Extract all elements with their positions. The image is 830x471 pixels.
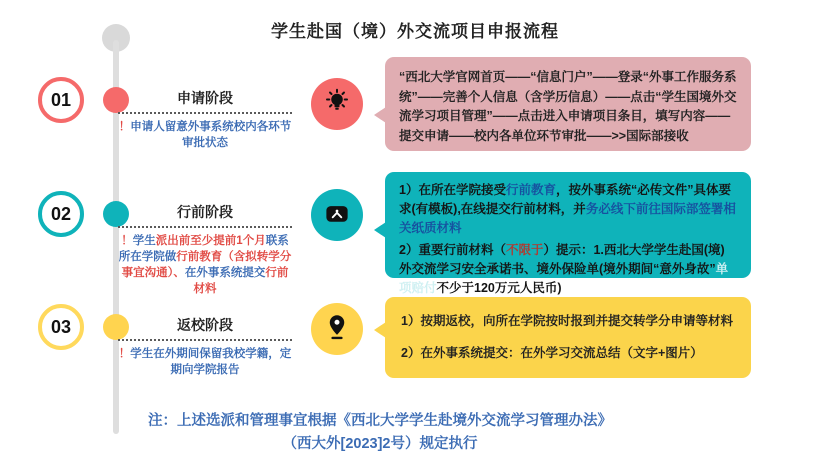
stage3-note-mark: ！: [118, 348, 131, 360]
stage1-number-badge: [38, 77, 84, 123]
stage2-note-seg: 联系所在学院做: [118, 235, 289, 263]
stage1-note-mark: ！: [118, 121, 131, 133]
stage2-note-seg: 在外事系统提交: [184, 267, 266, 279]
stage1-block: [118, 88, 292, 151]
stage2-number-badge: [38, 191, 84, 237]
stage2-bubble-seg: 务必线下前往国际部签署相关纸质材料: [399, 202, 736, 235]
stage3-block: [118, 315, 292, 378]
stage2-note-seg: 学生: [132, 235, 156, 247]
stage1-speech-bubble: [385, 57, 751, 151]
stage1-divider: [118, 112, 292, 114]
footer-line2: （西大外[2023]2号）规定执行: [282, 436, 478, 452]
stage1-bubble-text: “西北大学官网首页——“信息门户”——登录“外事工作服务系统”——完善个人信息（含学历信息）——点击“学生国境外交流学习项目管理”——点击进入申请项目条目，填写内容——提交申请——校内各单位环节审批——>>国际部接收: [399, 70, 737, 143]
stage3-icon-circle: [311, 303, 363, 355]
stage2-note-seg: 行前材料: [193, 267, 289, 295]
luggage-icon: [322, 198, 352, 233]
footer-note: [0, 410, 760, 456]
stage3-label: 返校阶段: [177, 317, 233, 333]
stage1-label: 申请阶段: [177, 90, 233, 106]
stage2-bubble-seg: 不限于: [505, 243, 544, 257]
stage1-note-text: 申请人留意外事系统校内各环节审批状态: [130, 121, 292, 149]
stage2-icon-circle: [311, 189, 363, 241]
stage2-bubble-item1: [399, 181, 737, 238]
stage2-bubble-seg: 1）在所在学院接受: [399, 183, 506, 197]
stage2-bubble-seg: 行前教育: [505, 183, 556, 197]
stage2-note-seg: 行前教育（含拟转学分事宜沟通）、: [121, 251, 292, 279]
stage2-speech-bubble: [385, 172, 751, 295]
stage1-note: [118, 119, 292, 151]
stage3-number-badge: [38, 304, 84, 350]
stage1-number: 01: [50, 89, 72, 110]
stage1-bubble-tail: [374, 107, 386, 123]
page-title: 学生赴国（境）外交流项目申报流程: [271, 22, 559, 41]
stage2-number: 02: [50, 203, 72, 224]
location-pin-icon: [322, 312, 352, 347]
stage2-label: 行前阶段: [177, 204, 233, 220]
stage3-bubble-tail: [374, 322, 386, 338]
stage3-speech-bubble: [385, 297, 751, 378]
lightbulb-icon: [322, 87, 352, 122]
stage3-bubble-item2: 2）在外事系统提交：在外学习交流总结（文字+图片）: [401, 346, 703, 360]
stage3-note: [118, 346, 292, 378]
stage3-divider: [118, 339, 292, 341]
stage2-bubble-seg: 2）重要行前材料（: [399, 243, 506, 257]
stage2-bubble-tail: [374, 222, 386, 238]
stage2-note: [118, 233, 292, 297]
stage1-icon-circle: [311, 78, 363, 130]
stage2-bubble-seg: 单项赔付: [399, 262, 729, 295]
stage2-bubble-seg: ，按外事系统“必传文件”具体要求(有模板),在线提交行前材料，并: [399, 183, 731, 216]
stage3-bubble-item1: 1）按期返校，向所在学院按时报到并提交转学分申请等材料: [401, 314, 733, 328]
stage2-bubble-item2: [399, 241, 737, 298]
stage2-note-seg: ！: [121, 235, 133, 247]
stage2-block: [118, 202, 292, 297]
stage3-number: 03: [50, 316, 72, 337]
stage2-divider: [118, 226, 292, 228]
stage3-note-text: 学生在外期间保留我校学籍，定期向学院报告: [130, 348, 292, 376]
stage2-bubble-seg: 不少于120万元人民币: [436, 281, 558, 295]
stage2-bubble-seg: ）提示：1.西北大学学生赴国(境)外交流学习安全承诺书、境外保险单(境外期间“意外身故”: [399, 243, 725, 276]
stage2-note-seg: 派出前至少提前1个月: [155, 235, 266, 247]
footer-line1: 注：上述选派和管理事宜根据《西北大学学生赴境外交流学习管理办法》: [148, 413, 612, 429]
stage2-bubble-seg: ): [557, 281, 562, 295]
